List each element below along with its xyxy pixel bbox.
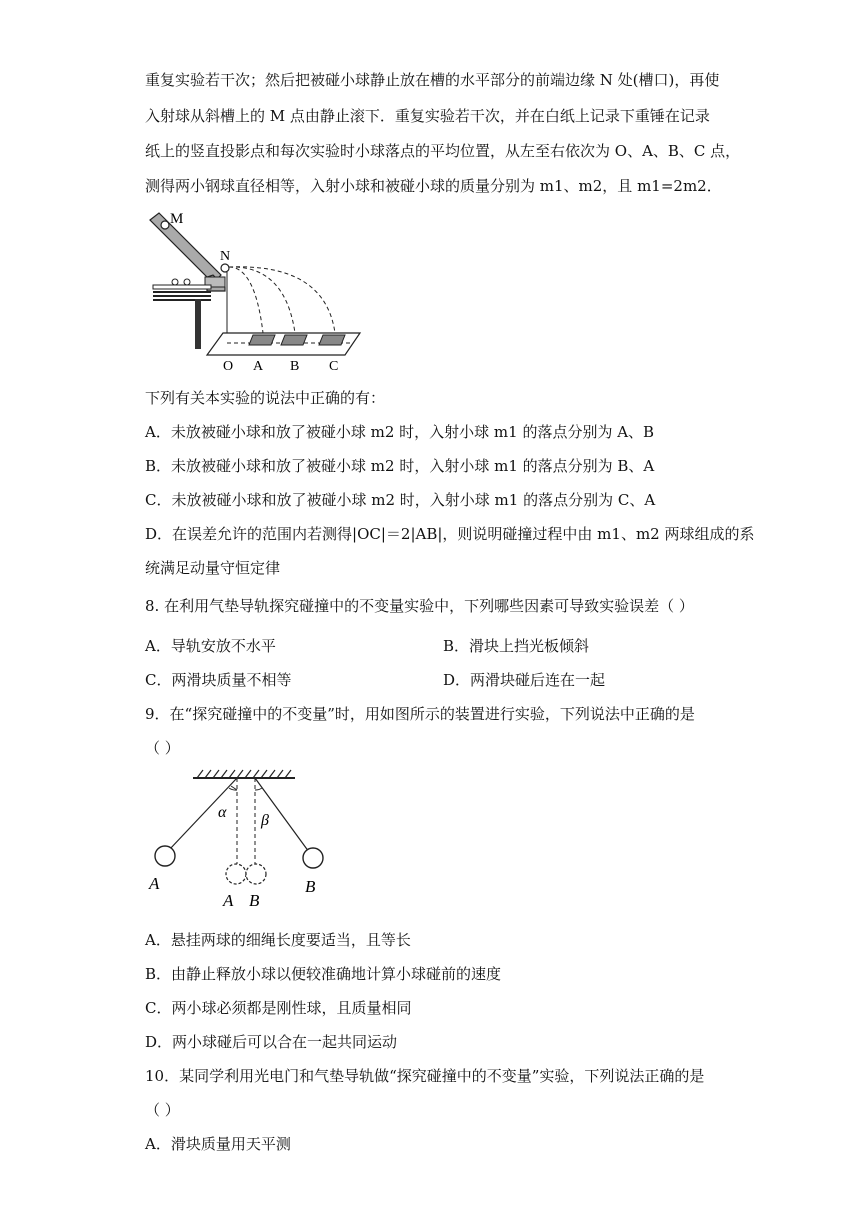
q7-option-d-line1: D．在误差允许的范围内若测得|OC|＝2|AB|，则说明碰撞过程中由 m1、m2 两球组成的系	[145, 525, 755, 543]
label-ball-b-collision: B	[249, 891, 260, 910]
q10-option-a: A．滑块质量用天平测	[145, 1135, 291, 1153]
q8-option-b: B．滑块上挡光板倾斜	[443, 637, 590, 655]
label-ball-b: B	[305, 877, 316, 896]
q7-option-b: B．未放被碰小球和放了被碰小球 m2 时，入射小球 m1 的落点分别为 B、A	[145, 457, 655, 475]
label-a: A	[253, 359, 264, 374]
label-o: O	[223, 359, 234, 374]
q9-option-d: D．两小球碰后可以合在一起共同运动	[145, 1033, 398, 1051]
q9-option-b: B．由静止释放小球以便较准确地计算小球碰前的速度	[145, 965, 502, 983]
label-beta: β	[261, 812, 269, 829]
q8-stem: 8. 在利用气垫导轨探究碰撞中的不变量实验中，下列哪些因素可导致实验误差（ ）	[145, 597, 694, 615]
label-c: C	[329, 359, 339, 374]
q8-option-a: A．导轨安放不水平	[145, 637, 276, 655]
intro-line-1: 重复实验若干次；然后把被碰小球静止放在槽的水平部分的前端边缘 N 处(槽口)，再使	[145, 71, 720, 89]
q8-option-c: C．两滑块质量不相等	[145, 671, 292, 689]
q7-option-a: A．未放被碰小球和放了被碰小球 m2 时，入射小球 m1 的落点分别为 A、B	[145, 423, 655, 441]
label-m: M	[170, 211, 184, 227]
label-ball-a-collision: A	[223, 891, 234, 910]
q7-stem: 下列有关本实验的说法中正确的有：	[145, 389, 386, 407]
intro-line-3: 纸上的竖直投影点和每次实验时小球落点的平均位置，从左至右依次为 O、A、B、C 点，	[145, 142, 741, 160]
q7-option-d-line2: 统满足动量守恒定律	[145, 559, 281, 577]
figure-inclined-chute	[145, 205, 375, 375]
q9-stem: 9．在“探究碰撞中的不变量”时，用如图所示的装置进行实验，下列说法中正确的是	[145, 705, 695, 723]
q8-option-d: D．两滑块碰后连在一起	[443, 671, 606, 689]
intro-line-2: 入射球从斜槽上的 M 点由静止滚下．重复实验若干次，并在白纸上记录下重锤在记录	[145, 107, 710, 125]
label-ball-a: A	[149, 874, 160, 893]
intro-line-4: 测得两小钢球直径相等，入射小球和被碰小球的质量分别为 m1、m2，且 m1=2m2．	[145, 177, 722, 195]
q9-option-c: C．两小球必须都是刚性球，且质量相同	[145, 999, 412, 1017]
label-alpha: α	[218, 804, 227, 821]
label-n: N	[220, 249, 231, 264]
q7-option-c: C．未放被碰小球和放了被碰小球 m2 时，入射小球 m1 的落点分别为 C、A	[145, 491, 656, 509]
label-b: B	[290, 359, 300, 374]
q10-answer-parens: （ ）	[145, 1101, 180, 1119]
figure-pendulum	[145, 762, 345, 912]
q9-option-a: A．悬挂两球的细绳长度要适当，且等长	[145, 931, 411, 949]
q9-answer-parens: （ ）	[145, 739, 180, 757]
q10-stem: 10．某同学利用光电门和气垫导轨做“探究碰撞中的不变量”实验，下列说法正确的是	[145, 1067, 705, 1085]
